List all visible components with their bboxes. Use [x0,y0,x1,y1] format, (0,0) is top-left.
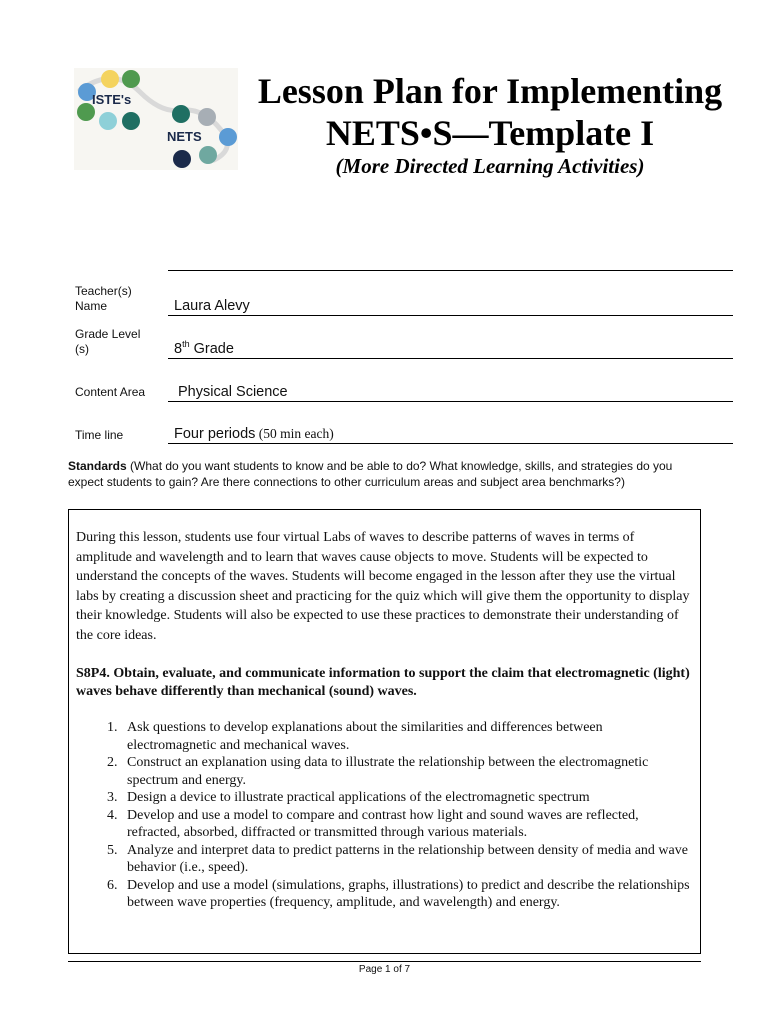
time-periods: Four periods [174,426,256,442]
top-divider [168,270,733,271]
logo-dot [199,146,217,164]
teacher-value: Laura Alevy [174,298,250,314]
logo-nets-text: NETS [167,129,202,144]
grade-suffix: th [182,339,190,350]
logo-dot [219,128,237,146]
logo-dot [198,108,216,126]
logo-dot [173,150,191,168]
list-item: 2. Construct an explanation using data to illustrate the relationship between the electromagnetic spectrum and energy. [121,754,692,789]
standards-prompt [68,458,708,490]
page-title-line2: NETS•S—Template I [325,113,655,153]
page-title-line1: Lesson Plan for Implementing [257,71,723,111]
time-line-value [174,426,334,442]
standard-heading: S8P4. Obtain, evaluate, and communicate information to support the claim that electromagnetic (light) waves behave differently than mechanical (sound) waves. [76,666,690,699]
grade-number: 8 [174,341,183,357]
list-item: 4. Develop and use a model to compare and contrast how light and sound waves are reflected, refracted, absorbed, diffracted or transmitted through various materials. [121,807,692,842]
standards-question: (What do you want students to know and be able to do? What knowledge, skills, and strategies do you expect students to gain? Are there connections to other curriculum areas and subject area benchmarks?) [68,459,673,489]
logo-dot [122,70,140,88]
list-item: 6. Develop and use a model (simulations, graphs, illustrations) to predict and describe the relationships between wave properties (frequency, amplitude, and wavelength) and energy. [121,877,692,912]
teacher-field [168,294,733,316]
time-line-field [168,422,733,444]
grade-label: Grade Level (s) [75,327,141,356]
list-item: 1. Ask questions to develop explanations about the similarities and differences between electromagnetic and mechanical waves. [121,719,692,754]
time-line-label: Time line [75,428,124,442]
time-note: (50 min each) [255,426,334,441]
logo-dot [101,70,119,88]
list-item: 3. Design a device to illustrate practical applications of the electromagnetic spectrum [121,789,692,807]
lesson-description: During this lesson, students use four virtual Labs of waves to describe patterns of waves in terms of amplitude and wavelength and to learn that waves cause objects to move. Students will be expected to understand the concepts of the waves. Students will become engaged in the lesson after they use the virtual labs by creating a discussion sheet and practicing for the quiz which will give them the opportunity to display their knowledge. Students will also be expected to use these practices to demonstrate their understanding of the core ideas. [76,530,690,643]
standards-box [68,509,701,954]
page-number: Page 1 of 7 [358,964,411,975]
teacher-label: Teacher(s) Name [75,284,132,313]
logo-dot [122,112,140,130]
logo-dot [99,112,117,130]
iste-nets-logo [74,68,238,170]
logo-graphic [74,68,238,170]
content-area-value: Physical Science [178,384,288,400]
content-area-label: Content Area [75,385,146,399]
content-area-field [168,380,733,402]
standards-label: Standards [68,459,127,473]
grade-word: Grade [189,341,234,357]
grade-field [168,337,733,359]
footer-divider [68,961,701,962]
logo-iste-text: ISTE's [92,92,132,107]
grade-value [174,341,234,357]
logo-dot [172,105,190,123]
page-subtitle: (More Directed Learning Activities) [335,154,645,178]
standard-elements-list [76,719,692,912]
list-item: 5. Analyze and interpret data to predict patterns in the relationship between density of media and wave behavior (i.e., speed). [121,842,692,877]
